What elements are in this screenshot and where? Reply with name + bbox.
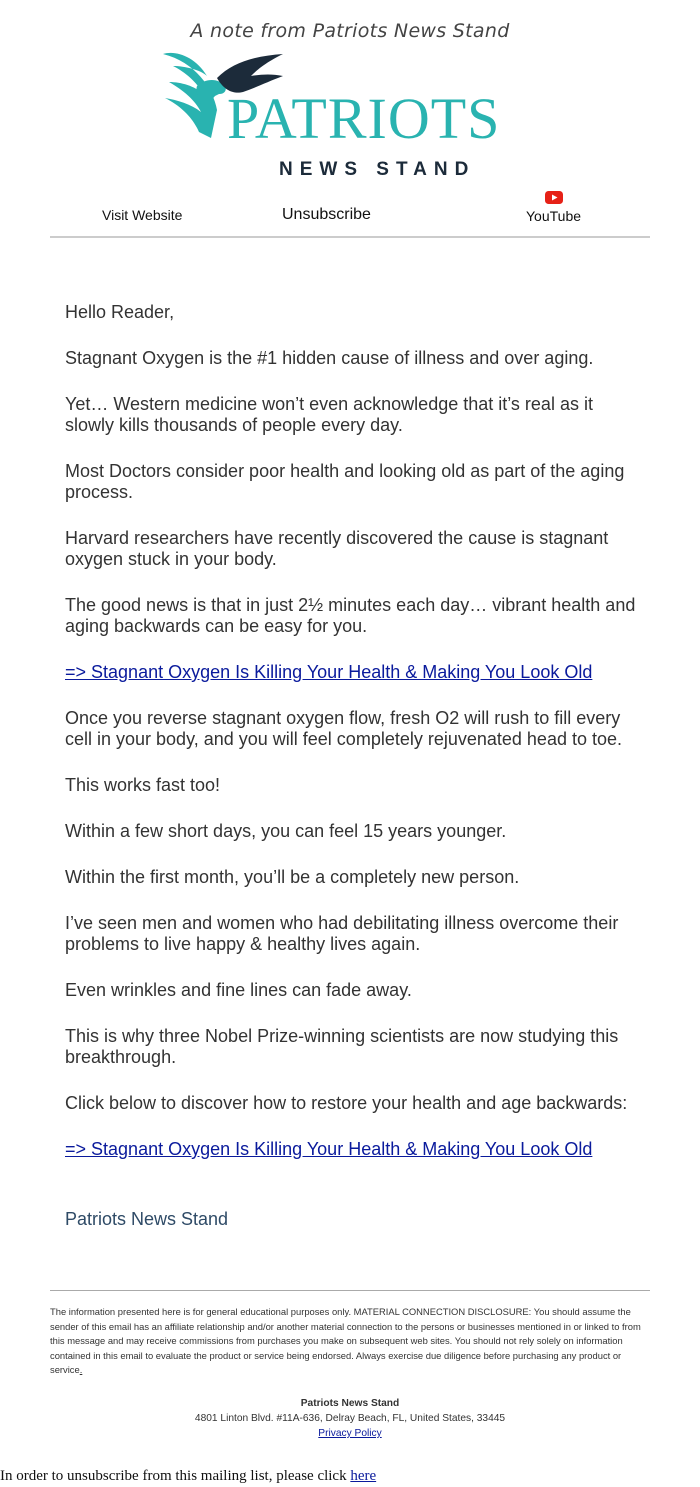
cta-paragraph <box>65 662 640 683</box>
visit-website-link[interactable]: Visit Website <box>102 207 183 223</box>
unsubscribe-link[interactable]: Unsubscribe <box>282 206 371 223</box>
paragraph: I’ve seen men and women who had debilitating illness overcome their problems to live happy & healthy lives again. <box>65 913 619 954</box>
logo-subtitle: NEWS STAND <box>279 159 476 180</box>
header-tagline: A note from Patriots News Stand <box>190 20 510 42</box>
paragraph: Click below to discover how to restore your health and age backwards: <box>65 1093 628 1113</box>
footer-address-block <box>50 1396 650 1441</box>
unsubscribe-here-link[interactable]: here <box>350 1468 377 1484</box>
footer-address: 4801 Linton Blvd. #11A-636, Delray Beach, FL, United States, 33445 <box>194 1413 506 1424</box>
paragraph: Even wrinkles and fine lines can fade away. <box>65 980 412 1000</box>
unsubscribe-notice <box>0 1468 700 1485</box>
paragraph: Yet… Western medicine won’t even acknowledge that it’s real as it slowly kills thousands of people every day. <box>65 394 593 435</box>
paragraph: Harvard researchers have recently discovered the cause is stagnant oxygen stuck in your body. <box>65 528 609 569</box>
paragraph: This is why three Nobel Prize-winning scientists are now studying this breakthrough. <box>65 1026 619 1067</box>
paragraph: Within a few short days, you can feel 15 years younger. <box>65 821 507 841</box>
youtube-icon[interactable] <box>545 191 563 204</box>
brand-logo <box>155 48 545 183</box>
paragraph: The good news is that in just 2½ minutes each day… vibrant health and aging backwards can be easy for you. <box>65 595 636 636</box>
paragraph: This works fast too! <box>65 775 221 795</box>
logo-wordmark: PATRIOTS <box>227 86 501 151</box>
footer-divider <box>50 1290 650 1291</box>
paragraph: Most Doctors consider poor health and looking old as part of the aging process. <box>65 461 625 502</box>
youtube-link[interactable]: YouTube <box>526 208 582 224</box>
footer-company: Patriots News Stand <box>300 1398 400 1409</box>
disclaimer <box>50 1305 650 1378</box>
header-nav <box>50 188 650 238</box>
cta-link-2[interactable]: => Stagnant Oxygen Is Killing Your Health & Making You Look Old <box>65 1139 593 1159</box>
signoff: Patriots News Stand <box>65 1209 229 1229</box>
privacy-policy-link[interactable]: Privacy Policy <box>318 1428 382 1439</box>
disclaimer-text: The information presented here is for general educational purposes only. MATERIAL CONNECTION DISCLOSURE: You should assume the sender of this email has an affiliate relationship and/or another material connection to the persons or businesses mentioned in or linked to from this message and may receive commissions from purchases you make on subsequent web sites. You should not rely solely on information contained in this email to evaluate the product or service being endorsed. Always exercise due diligence before purchasing any product or service <box>50 1306 641 1375</box>
cta-paragraph <box>65 1139 640 1160</box>
greeting: Hello Reader, <box>65 302 175 322</box>
unsubscribe-text: In order to unsubscribe from this mailing list, please click <box>0 1468 351 1484</box>
paragraph: Stagnant Oxygen is the #1 hidden cause of illness and over aging. <box>65 348 594 368</box>
cta-link-1[interactable]: => Stagnant Oxygen Is Killing Your Health & Making You Look Old <box>65 662 593 682</box>
paragraph: Within the first month, you’ll be a completely new person. <box>65 867 520 887</box>
disclaimer-link[interactable]: . <box>79 1364 83 1375</box>
paragraph: Once you reverse stagnant oxygen flow, fresh O2 will rush to fill every cell in your body, and you will feel completely rejuvenated head to toe. <box>65 708 622 749</box>
email-body <box>65 302 640 1185</box>
